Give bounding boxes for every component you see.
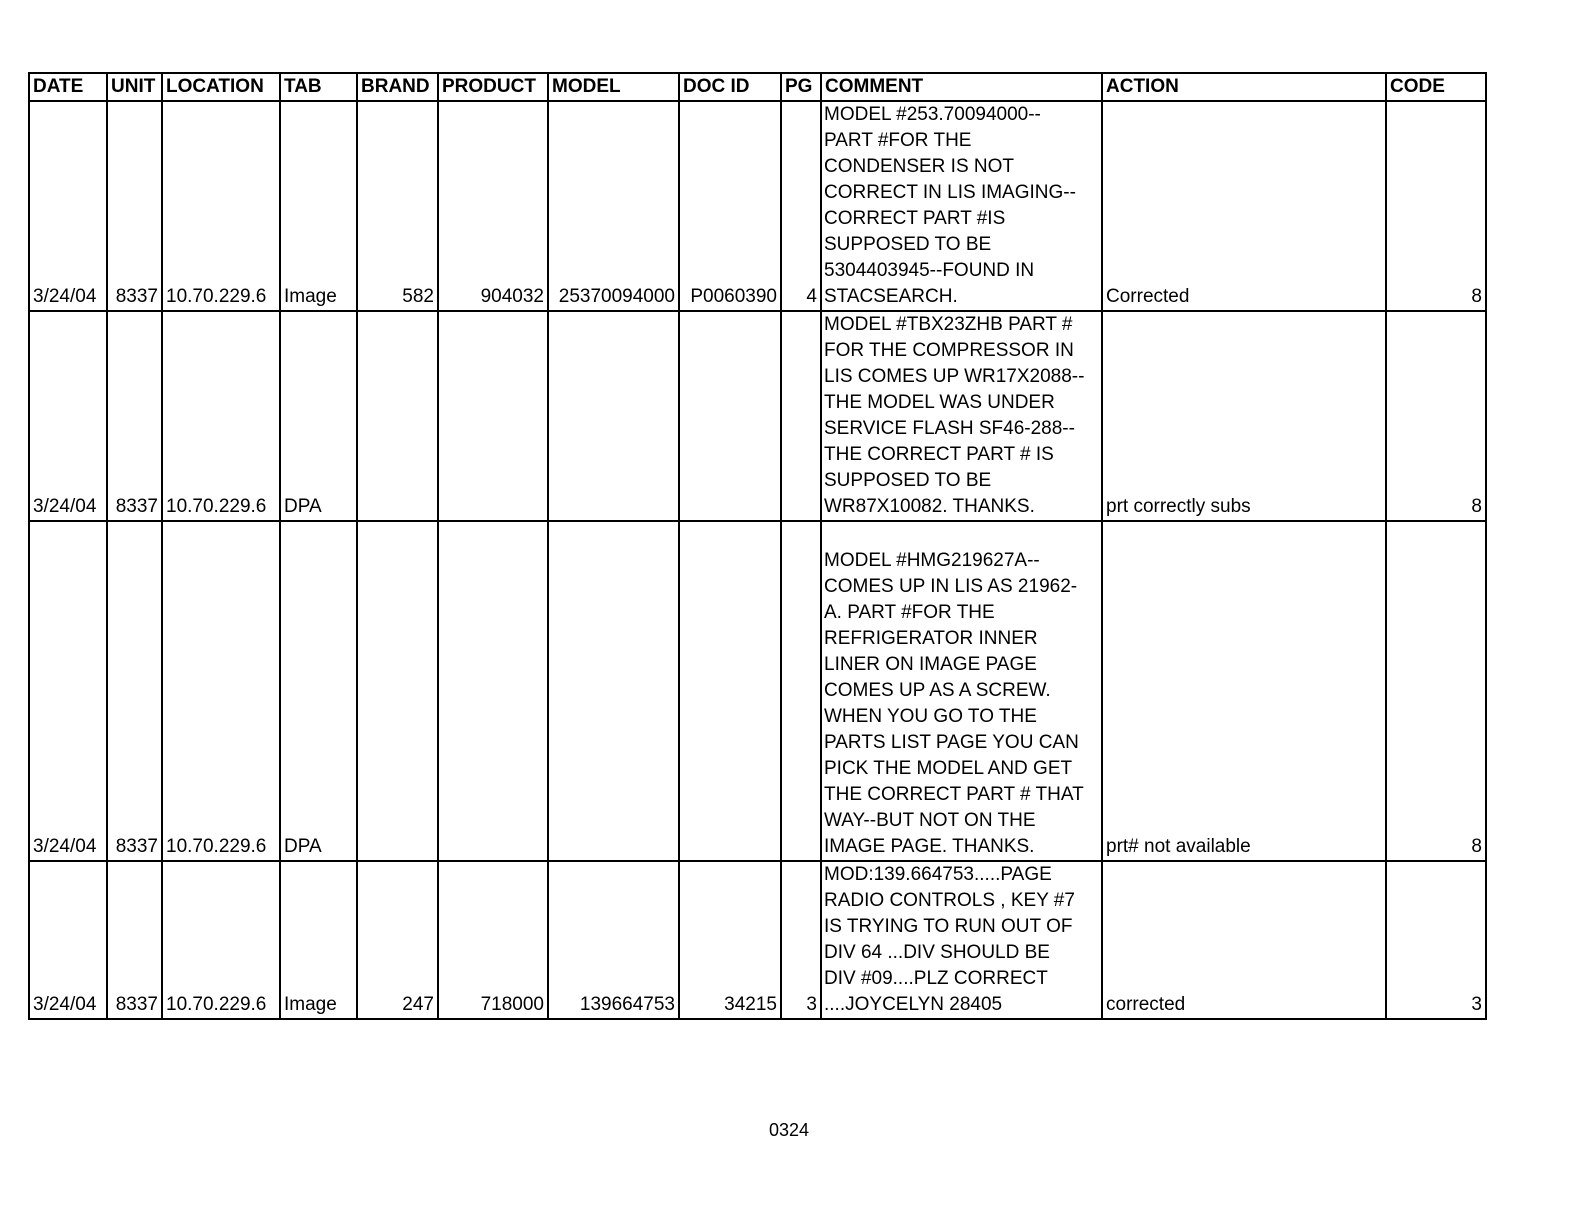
cell-doc-id: 34215 — [679, 861, 781, 1019]
header-date: DATE — [29, 73, 107, 101]
comment-line — [824, 522, 1099, 548]
cell-unit: 8337 — [107, 521, 162, 861]
data-table — [28, 72, 1487, 1020]
header-code: CODE — [1386, 73, 1486, 101]
cell-pg — [781, 521, 821, 861]
cell-unit: 8337 — [107, 311, 162, 521]
cell-model: 25370094000 — [548, 101, 679, 311]
comment-line: FOR THE COMPRESSOR IN — [824, 340, 1074, 361]
cell-doc-id — [679, 521, 781, 861]
comment-line: COMES UP IN LIS AS 21962- — [824, 576, 1078, 597]
comment-line: WR87X10082. THANKS. — [824, 496, 1035, 517]
cell-product: 718000 — [438, 861, 548, 1019]
comment-line: PARTS LIST PAGE YOU CAN — [824, 732, 1079, 753]
cell-brand: 247 — [357, 861, 438, 1019]
comment-line: THE CORRECT PART # THAT — [824, 784, 1084, 805]
comment-line: MODEL #253.70094000-- — [824, 104, 1041, 125]
comment-line: MODEL #HMG219627A-- — [824, 550, 1040, 571]
cell-code: 8 — [1386, 101, 1486, 311]
cell-tab: Image — [280, 861, 357, 1019]
cell-product — [438, 311, 548, 521]
comment-line: CORRECT IN LIS IMAGING-- — [824, 182, 1076, 203]
table-body — [29, 101, 1486, 1019]
comment-line: LIS COMES UP WR17X2088-- — [824, 366, 1085, 387]
cell-date: 3/24/04 — [29, 861, 107, 1019]
cell-comment — [821, 101, 1102, 311]
comment-line: DIV 64 ...DIV SHOULD BE — [824, 942, 1050, 963]
cell-code: 8 — [1386, 521, 1486, 861]
header-model: MODEL — [548, 73, 679, 101]
comment-line: THE CORRECT PART # IS — [824, 444, 1054, 465]
comment-line: PART #FOR THE — [824, 130, 972, 151]
cell-location: 10.70.229.6 — [162, 311, 280, 521]
cell-tab: DPA — [280, 311, 357, 521]
cell-product — [438, 521, 548, 861]
cell-location: 10.70.229.6 — [162, 861, 280, 1019]
header-unit: UNIT — [107, 73, 162, 101]
comment-line: ....JOYCELYN 28405 — [824, 994, 1003, 1015]
comment-line: THE MODEL WAS UNDER — [824, 392, 1055, 413]
cell-date: 3/24/04 — [29, 521, 107, 861]
table-row — [29, 861, 1486, 1019]
comment-line: WHEN YOU GO TO THE — [824, 706, 1037, 727]
cell-date: 3/24/04 — [29, 101, 107, 311]
cell-date: 3/24/04 — [29, 311, 107, 521]
comment-line: DIV #09....PLZ CORRECT — [824, 968, 1048, 989]
page-number: 0324 — [768, 1120, 810, 1140]
comment-line: SUPPOSED TO BE — [824, 470, 992, 491]
cell-pg: 3 — [781, 861, 821, 1019]
comment-line: LINER ON IMAGE PAGE — [824, 654, 1037, 675]
cell-brand — [357, 521, 438, 861]
cell-model — [548, 521, 679, 861]
header-doc-id: DOC ID — [679, 73, 781, 101]
header-comment: COMMENT — [821, 73, 1102, 101]
comment-line: MOD:139.664753.....PAGE — [824, 864, 1052, 885]
table-row — [29, 521, 1486, 861]
comment-line: MODEL #TBX23ZHB PART # — [824, 314, 1073, 335]
comment-line: IMAGE PAGE. THANKS. — [824, 836, 1035, 857]
cell-comment — [821, 861, 1102, 1019]
header-pg: PG — [781, 73, 821, 101]
comment-line: 5304403945--FOUND IN — [824, 260, 1035, 281]
comment-line: A. PART #FOR THE — [824, 602, 995, 623]
cell-action: Corrected — [1102, 101, 1386, 311]
header-tab: TAB — [280, 73, 357, 101]
comment-line: PICK THE MODEL AND GET — [824, 758, 1073, 779]
header-action: ACTION — [1102, 73, 1386, 101]
comment-line: STACSEARCH. — [824, 286, 958, 307]
cell-pg: 4 — [781, 101, 821, 311]
comment-line: REFRIGERATOR INNER — [824, 628, 1038, 649]
table-row — [29, 311, 1486, 521]
header-brand: BRAND — [357, 73, 438, 101]
cell-product: 904032 — [438, 101, 548, 311]
header-product: PRODUCT — [438, 73, 548, 101]
cell-brand — [357, 311, 438, 521]
comment-line: SUPPOSED TO BE — [824, 234, 992, 255]
cell-unit: 8337 — [107, 861, 162, 1019]
cell-tab: Image — [280, 101, 357, 311]
table-row — [29, 101, 1486, 311]
cell-model — [548, 311, 679, 521]
cell-unit: 8337 — [107, 101, 162, 311]
cell-action: corrected — [1102, 861, 1386, 1019]
cell-code: 3 — [1386, 861, 1486, 1019]
cell-brand: 582 — [357, 101, 438, 311]
cell-action: prt correctly subs — [1102, 311, 1386, 521]
comment-line: COMES UP AS A SCREW. — [824, 680, 1051, 701]
cell-action: prt# not available — [1102, 521, 1386, 861]
comment-line: SERVICE FLASH SF46-288-- — [824, 418, 1075, 439]
cell-doc-id: P0060390 — [679, 101, 781, 311]
comment-line: RADIO CONTROLS , KEY #7 — [824, 890, 1075, 911]
cell-doc-id — [679, 311, 781, 521]
header-location: LOCATION — [162, 73, 280, 101]
comment-line: CONDENSER IS NOT — [824, 156, 1015, 177]
cell-location: 10.70.229.6 — [162, 101, 280, 311]
cell-tab: DPA — [280, 521, 357, 861]
cell-pg — [781, 311, 821, 521]
comment-line: WAY--BUT NOT ON THE — [824, 810, 1036, 831]
header-row — [29, 73, 1486, 101]
cell-comment — [821, 521, 1102, 861]
comment-line: IS TRYING TO RUN OUT OF — [824, 916, 1073, 937]
cell-code: 8 — [1386, 311, 1486, 521]
cell-comment — [821, 311, 1102, 521]
comment-line: CORRECT PART #IS — [824, 208, 1006, 229]
cell-location: 10.70.229.6 — [162, 521, 280, 861]
cell-model: 139664753 — [548, 861, 679, 1019]
